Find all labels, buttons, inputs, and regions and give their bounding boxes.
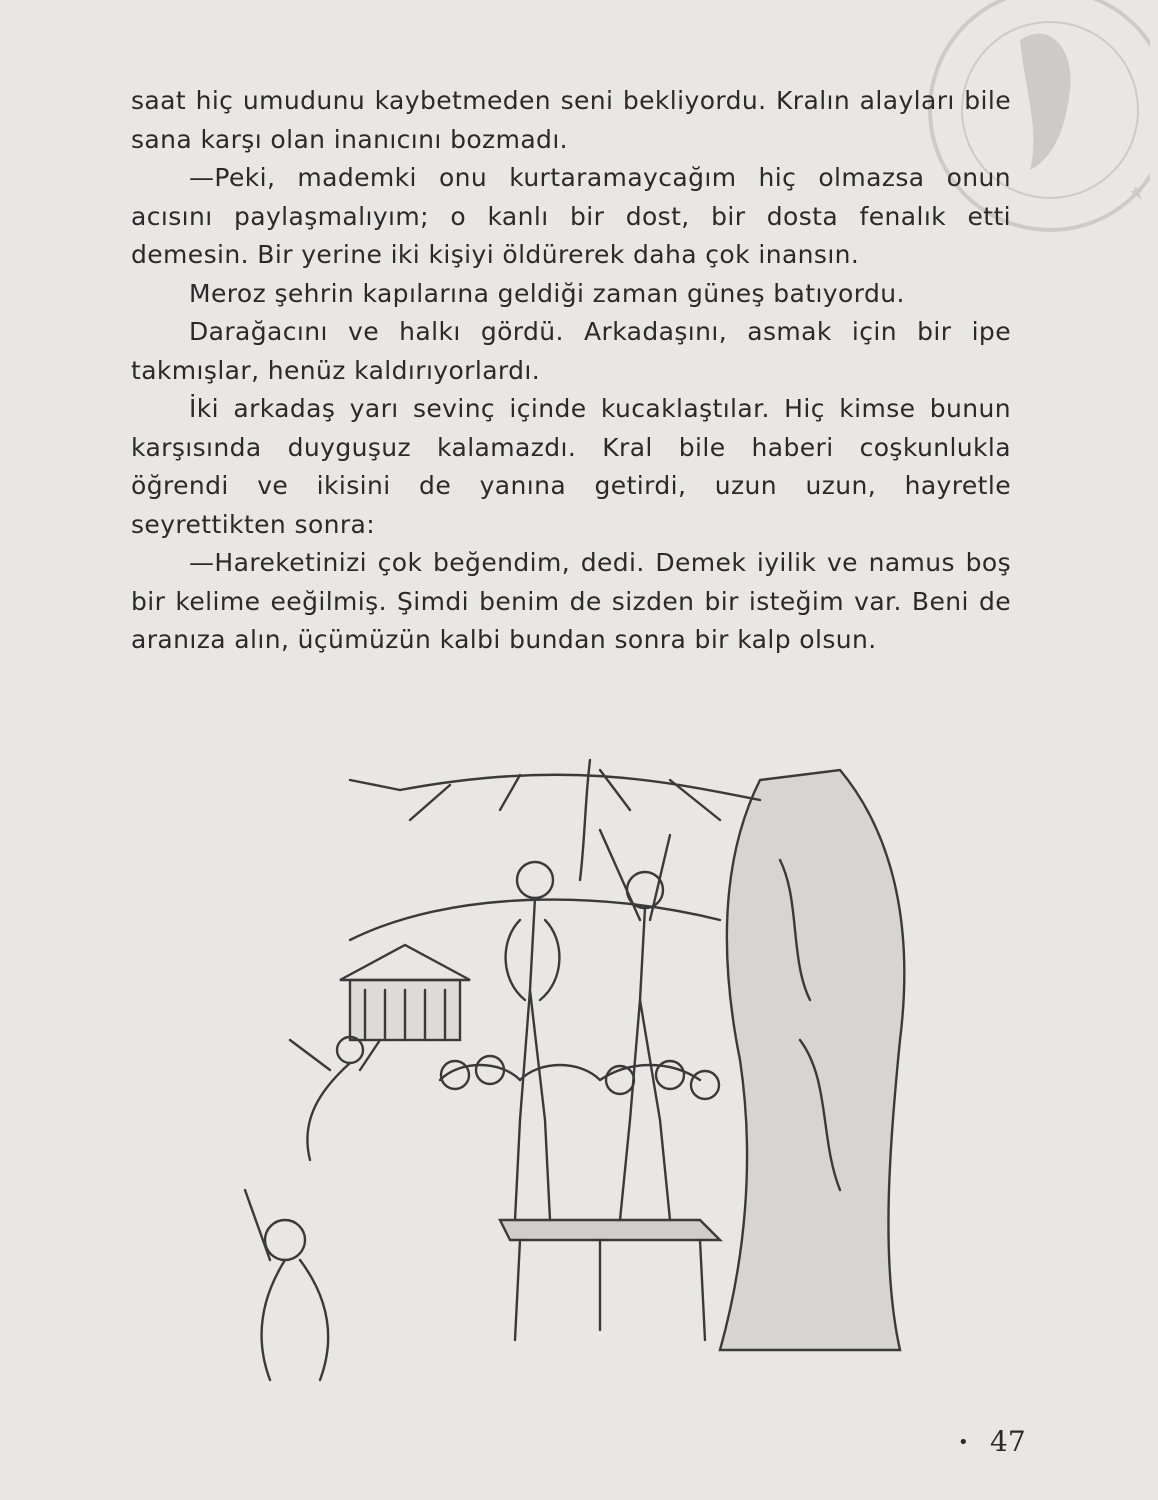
tree-branch [400,775,760,800]
platform [500,1220,720,1240]
paragraph-1: saat hiç umudunu kaybetmeden seni bekliyordu. Kralın alayları bile sana karşı olan inanıcını bozmadı. [131,86,1011,154]
paragraph-6: —Hareketinizi çok beğendim, dedi. Demek iyilik ve namus boş bir kelime eeğilmiş. Şimdi benim de sizden bir isteğim var. Beni de aranıza alın, üçümüzün kalbi bundan sonra bir kalp olsun. [131,548,1011,654]
page-number: 47 [990,1425,1026,1458]
paragraph-5: İki arkadaş yarı sevinç içinde kucaklaştılar. Hiç kimse bunun karşısında duyguşuz kalamazdı. Kral bile haberi coşkunlukla öğrendi ve ikisini de yanına getirdi, uzun uzun, hayretle seyrettikten sonra: [131,394,1011,539]
page-bullet: • [958,1432,969,1453]
paragraph-2: —Peki, mademki onu kurtaramaycağım hiç olmazsa onun acısını paylaşmalıyım; o kanlı bir dost, bir dosta fenalık etti demesin. Bir yerine iki kişiyi öldürerek daha çok inansın. [131,163,1011,269]
paragraph-4: Darağacını ve halkı gördü. Arkadaşını, asmak için bir ipe takmışlar, henüz kaldırıyorlardı. [131,317,1011,385]
story-text [131,82,1011,660]
hanging-scene-illustration [200,740,940,1400]
rope [580,760,590,880]
paragraph-3: Meroz şehrin kapılarına geldiği zaman güneş batıyordu. [189,278,905,308]
